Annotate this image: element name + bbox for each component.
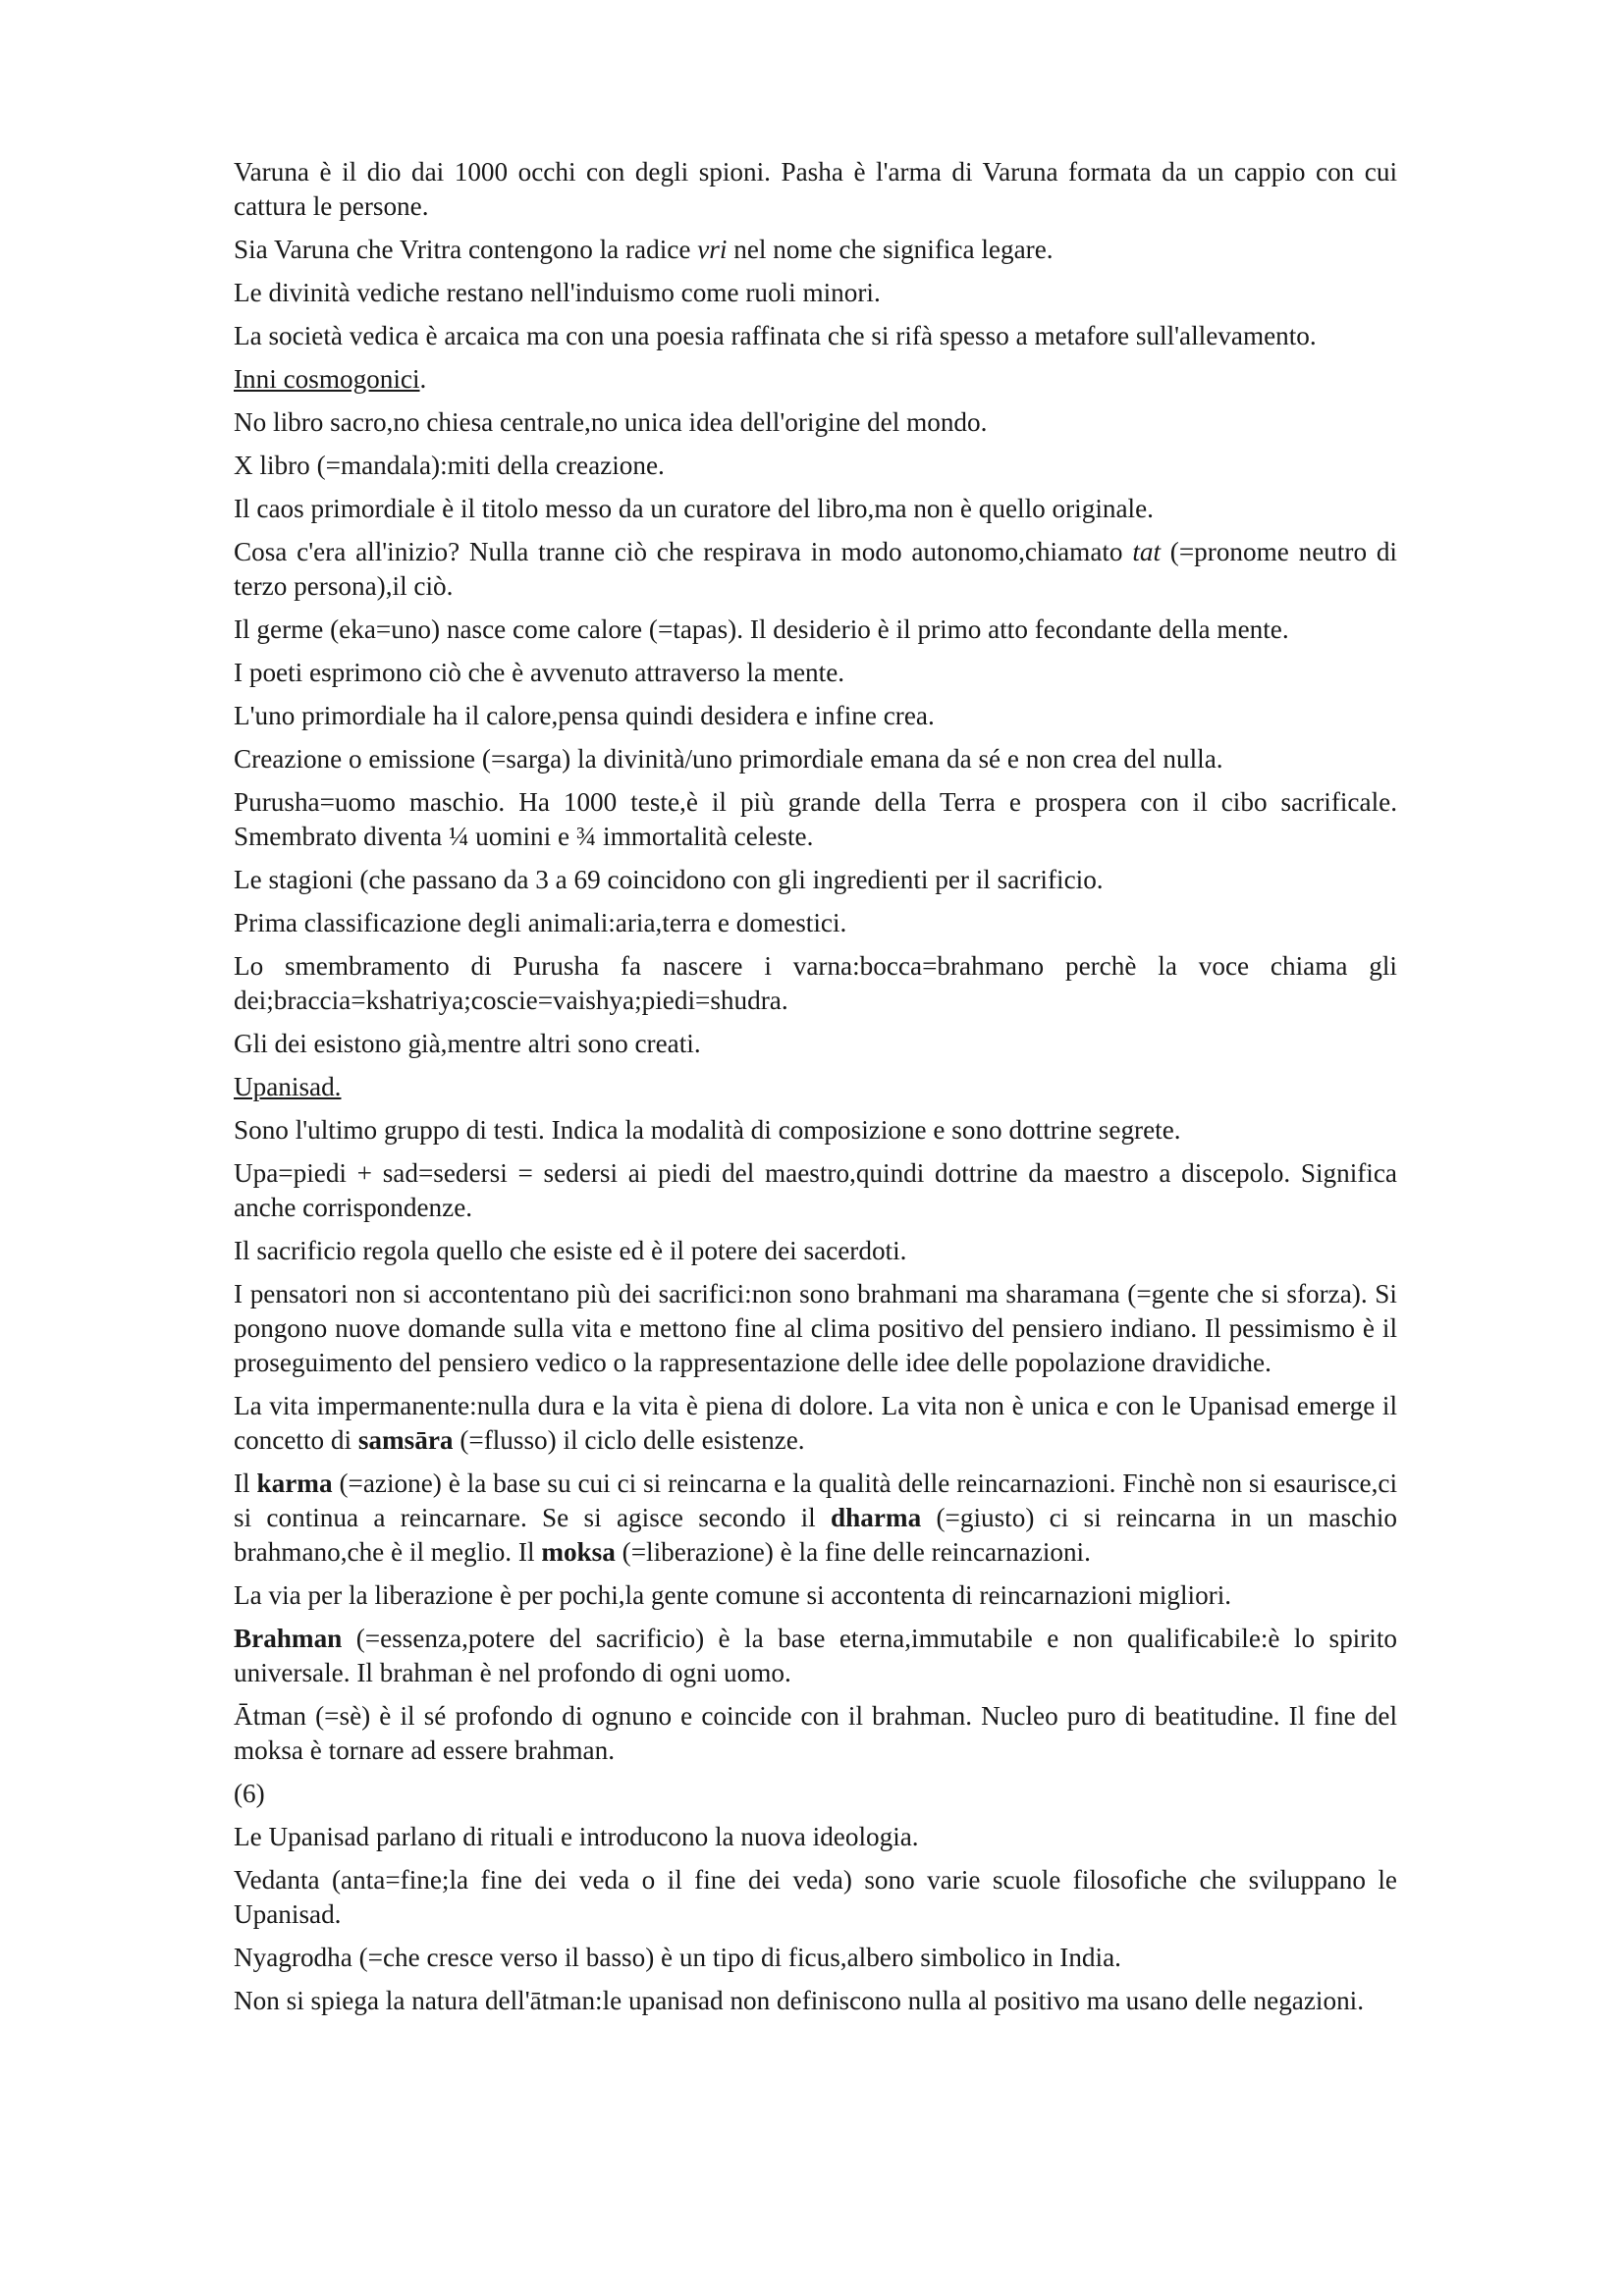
paragraph-germe: Il germe (eka=uno) nasce come calore (=tapas). Il desiderio è il primo atto fecondante della mente.	[234, 614, 1289, 644]
section-heading-inni: Inni cosmogonici.	[234, 364, 427, 394]
page-marker: (6)	[234, 1779, 265, 1808]
italic-term: tat	[1132, 537, 1162, 566]
paragraph-animali: Prima classificazione degli animali:aria,terra e domestici.	[234, 908, 847, 937]
paragraph-atman: Ātman (=sè) è il sé profondo di ognuno e coincide con il brahman. Nucleo puro di beatitudine. Il fine del moksa è tornare ad essere brahman.	[234, 1701, 1397, 1765]
paragraph-divinita: Le divinità vediche restano nell'induismo come ruoli minori.	[234, 278, 881, 307]
paragraph-dei: Gli dei esistono già,mentre altri sono creati.	[234, 1029, 701, 1058]
paragraph-creazione: Creazione o emissione (=sarga) la divinità/uno primordiale emana da sé e non crea del nulla.	[234, 744, 1223, 774]
paragraph-vita: La vita impermanente:nulla dura e la vita è piena di dolore. La vita non è unica e con le Upanisad emerge il concetto di samsāra (=flusso) il ciclo delle esistenze.	[234, 1391, 1397, 1455]
paragraph-brahman: Brahman (=essenza,potere del sacrificio) è la base eterna,immutabile e non qualificabile:è lo spirito universale. Il brahman è nel profondo di ogni uomo.	[234, 1624, 1397, 1687]
document-body	[234, 155, 1397, 2027]
paragraph-vritra: Sia Varuna che Vritra contengono la radice vri nel nome che significa legare.	[234, 235, 1054, 264]
paragraph-rituali: Le Upanisad parlano di rituali e introducono la nuova ideologia.	[234, 1822, 919, 1851]
bold-term: Brahman	[234, 1624, 343, 1653]
paragraph-caos: Il caos primordiale è il titolo messo da un curatore del libro,ma non è quello originale.	[234, 494, 1154, 523]
paragraph-ultimo-gruppo: Sono l'ultimo gruppo di testi. Indica la modalità di composizione e sono dottrine segrete.	[234, 1115, 1181, 1145]
section-heading-upanisad: Upanisad.	[234, 1072, 342, 1101]
bold-term: samsāra	[357, 1425, 454, 1455]
paragraph-poeti: I poeti esprimono ciò che è avvenuto attraverso la mente.	[234, 658, 845, 687]
paragraph-uno: L'uno primordiale ha il calore,pensa quindi desidera e infine crea.	[234, 701, 935, 730]
paragraph-vedanta: Vedanta (anta=fine;la fine dei veda o il fine dei veda) sono varie scuole filosofiche che sviluppano le Upanisad.	[234, 1865, 1397, 1929]
paragraph-smembramento: Lo smembramento di Purusha fa nascere i varna:bocca=brahmano perchè la voce chiama gli dei;braccia=kshatriya;coscie=vaishya;piedi=shudra.	[234, 951, 1397, 1015]
paragraph-natura-atman: Non si spiega la natura dell'ātman:le upanisad non definiscono nulla al positivo ma usano delle negazioni.	[234, 1986, 1365, 2015]
paragraph-pensatori: I pensatori non si accontentano più dei sacrifici:non sono brahmani ma sharamana (=gente che si sforza). Si pongono nuove domande sulla vita e mettono fine al clima positivo del pensiero indiano. Il pessimismo è il proseguimento del pensiero vedico o la rappresentazione delle idee delle popolazione dravidiche.	[234, 1279, 1397, 1377]
paragraph-varuna: Varuna è il dio dai 1000 occhi con degli spioni. Pasha è l'arma di Varuna formata da un cappio con cui cattura le persone.	[234, 157, 1397, 221]
paragraph-stagioni: Le stagioni (che passano da 3 a 69 coincidono con gli ingredienti per il sacrificio.	[234, 865, 1104, 894]
paragraph-karma: Il karma (=azione) è la base su cui ci si reincarna e la qualità delle reincarnazioni. Finchè non si esaurisce,ci si continua a reincarnare. Se si agisce secondo il dharma (=giusto) ci si reincarna in un maschio brahmano,che è il meglio. Il moksa (=liberazione) è la fine delle reincarnazioni.	[234, 1468, 1397, 1567]
italic-term: vri	[697, 235, 728, 264]
bold-term: moksa	[541, 1537, 616, 1567]
paragraph-sacrificio: Il sacrificio regola quello che esiste ed è il potere dei sacerdoti.	[234, 1236, 907, 1265]
paragraph-x-libro: X libro (=mandala):miti della creazione.	[234, 451, 665, 480]
paragraph-inizio: Cosa c'era all'inizio? Nulla tranne ciò che respirava in modo autonomo,chiamato tat (=pronome neutro di terzo persona),il ciò.	[234, 537, 1397, 601]
paragraph-purusha: Purusha=uomo maschio. Ha 1000 teste,è il più grande della Terra e prospera con il cibo sacrificale. Smembrato diventa ¼ uomini e ¾ immortalità celeste.	[234, 787, 1397, 851]
paragraph-libro-sacro: No libro sacro,no chiesa centrale,no unica idea dell'origine del mondo.	[234, 407, 988, 437]
paragraph-nyagrodha: Nyagrodha (=che cresce verso il basso) è un tipo di ficus,albero simbolico in India.	[234, 1943, 1121, 1972]
paragraph-upa: Upa=piedi + sad=sedersi = sedersi ai piedi del maestro,quindi dottrine da maestro a discepolo. Significa anche corrispondenze.	[234, 1158, 1397, 1222]
bold-term: karma	[256, 1468, 333, 1498]
bold-term: dharma	[831, 1503, 922, 1532]
paragraph-societa: La società vedica è arcaica ma con una poesia raffinata che si rifà spesso a metafore sull'allevamento.	[234, 321, 1317, 350]
paragraph-liberazione: La via per la liberazione è per pochi,la gente comune si accontenta di reincarnazioni migliori.	[234, 1580, 1232, 1610]
